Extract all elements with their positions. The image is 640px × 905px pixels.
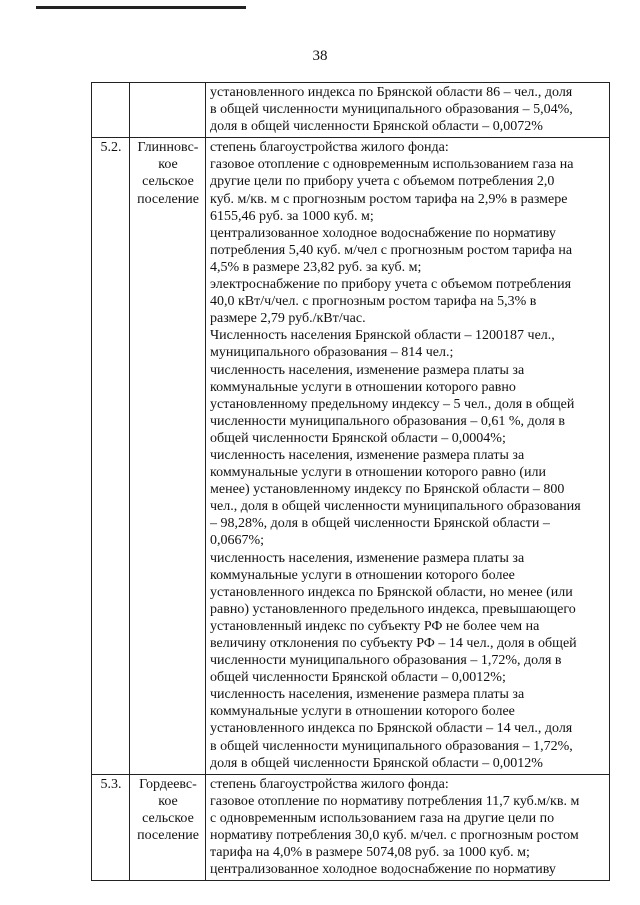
settlement-name bbox=[130, 83, 206, 138]
text-line: централизованное холодное водоснабжение по нормативу bbox=[210, 225, 556, 241]
settlements-table bbox=[91, 82, 610, 881]
text-line: численность населения, изменение размера платы за bbox=[210, 447, 525, 463]
text-line: степень благоустройства жилого фонда: bbox=[210, 776, 449, 792]
text-line: – 98,28%, доля в общей численности Брянской области – bbox=[210, 516, 550, 532]
text-line: численность населения, изменение размера платы за bbox=[210, 362, 525, 378]
row-number: 5.2. bbox=[92, 138, 130, 774]
text-line: коммунальные услуги в отношении которого более bbox=[210, 704, 515, 720]
text-line: установленного индекса по Брянской области, но менее (или bbox=[210, 584, 573, 600]
text-line: Численность населения Брянской области – 1200187 чел., bbox=[210, 328, 555, 344]
text-line: потребления 5,40 куб. м/чел с прогнозным ростом тарифа на bbox=[210, 242, 573, 258]
text-line: 40,0 кВт/ч/чел. с прогнозным ростом тарифа на 5,3% в bbox=[210, 294, 537, 310]
row-description bbox=[206, 138, 610, 774]
text-line: газовое отопление по нормативу потребления 11,7 куб.м/кв. м bbox=[210, 793, 580, 809]
text-line: в общей численности муниципального образования – 1,72%, bbox=[210, 738, 573, 754]
table-row bbox=[92, 83, 610, 138]
text-line: численность населения, изменение размера платы за bbox=[210, 687, 525, 703]
text-line: численность населения, изменение размера платы за bbox=[210, 550, 525, 566]
text-line: другие цели по прибору учета с объемом потребления 2,0 bbox=[210, 174, 555, 190]
text-line: величину отклонения по субъекту РФ – 14 чел., доля в общей bbox=[210, 636, 577, 651]
text-line: численности муниципального образования – 0,61 %, доля в bbox=[210, 413, 566, 429]
row-description bbox=[206, 83, 610, 138]
text-line: численности муниципального образования – 1,72%, доля в bbox=[210, 653, 562, 669]
text-line: с одновременным использованием газа на другие цели по bbox=[210, 810, 555, 826]
header-rule bbox=[36, 6, 246, 9]
text-line: коммунальные услуги в отношении которого равно (или bbox=[210, 465, 546, 481]
table-row bbox=[92, 774, 610, 881]
text-line: степень благоустройства жилого фонда: bbox=[210, 140, 449, 156]
text-line: тарифа на 4,0% в размере 5074,08 руб. за 1000 куб. м; bbox=[210, 845, 530, 861]
text-line: размере 2,79 руб./кВт/час. bbox=[210, 311, 366, 327]
text-line: доля в общей численности Брянской области – 0,0012% bbox=[210, 755, 543, 771]
settlement-name: Глинновс-кое сельское поселение bbox=[130, 138, 206, 774]
settlement-name: Гордеевс-кое сельское поселение bbox=[130, 774, 206, 881]
text-line: 4,5% в размере 23,82 руб. за куб. м; bbox=[210, 259, 422, 275]
text-line: муниципального образования – 814 чел.; bbox=[210, 345, 454, 361]
row-description bbox=[206, 774, 610, 881]
text-line: нормативу потребления 30,0 куб. м/чел. с прогнозным ростом bbox=[210, 828, 579, 844]
text-line: коммунальные услуги в отношении которого более bbox=[210, 567, 515, 583]
text-line: доля в общей численности Брянской области – 0,0072% bbox=[210, 119, 543, 135]
text-line: установленного индекса по Брянской области 86 – чел., доля bbox=[210, 85, 573, 100]
row-number bbox=[92, 83, 130, 138]
text-line: общей численности Брянской области – 0,0004%; bbox=[210, 430, 506, 446]
text-line: чел., доля в общей численности муниципального образования bbox=[210, 499, 581, 515]
table-row bbox=[92, 138, 610, 774]
text-line: установленному предельному индексу – 5 чел., доля в общей bbox=[210, 396, 575, 412]
text-line: 6155,46 руб. за 1000 куб. м; bbox=[210, 208, 374, 224]
text-line: централизованное холодное водоснабжение по нормативу bbox=[210, 862, 556, 878]
text-line: газовое отопление с одновременным использованием газа на bbox=[210, 157, 574, 173]
row-number: 5.3. bbox=[92, 774, 130, 881]
text-line: коммунальные услуги в отношении которого равно bbox=[210, 379, 516, 395]
text-line: 0,0667%; bbox=[210, 533, 265, 549]
text-line: общей численности Брянской области – 0,0012%; bbox=[210, 670, 506, 686]
text-line: в общей численности муниципального образования – 5,04%, bbox=[210, 102, 573, 118]
text-line: установленного индекса по Брянской области – 14 чел., доля bbox=[210, 721, 573, 737]
text-line: куб. м/кв. м с прогнозным ростом тарифа на 2,9% в размере bbox=[210, 191, 568, 207]
text-line: равно) установленного предельного индекса, превышающего bbox=[210, 601, 576, 617]
text-line: менее) установленному индексу по Брянской области – 800 bbox=[210, 482, 565, 498]
text-line: установленный индекс по субъекту РФ не более чем на bbox=[210, 618, 540, 634]
page-number: 38 bbox=[312, 48, 328, 64]
text-line: электроснабжение по прибору учета с объемом потребления bbox=[210, 277, 572, 293]
